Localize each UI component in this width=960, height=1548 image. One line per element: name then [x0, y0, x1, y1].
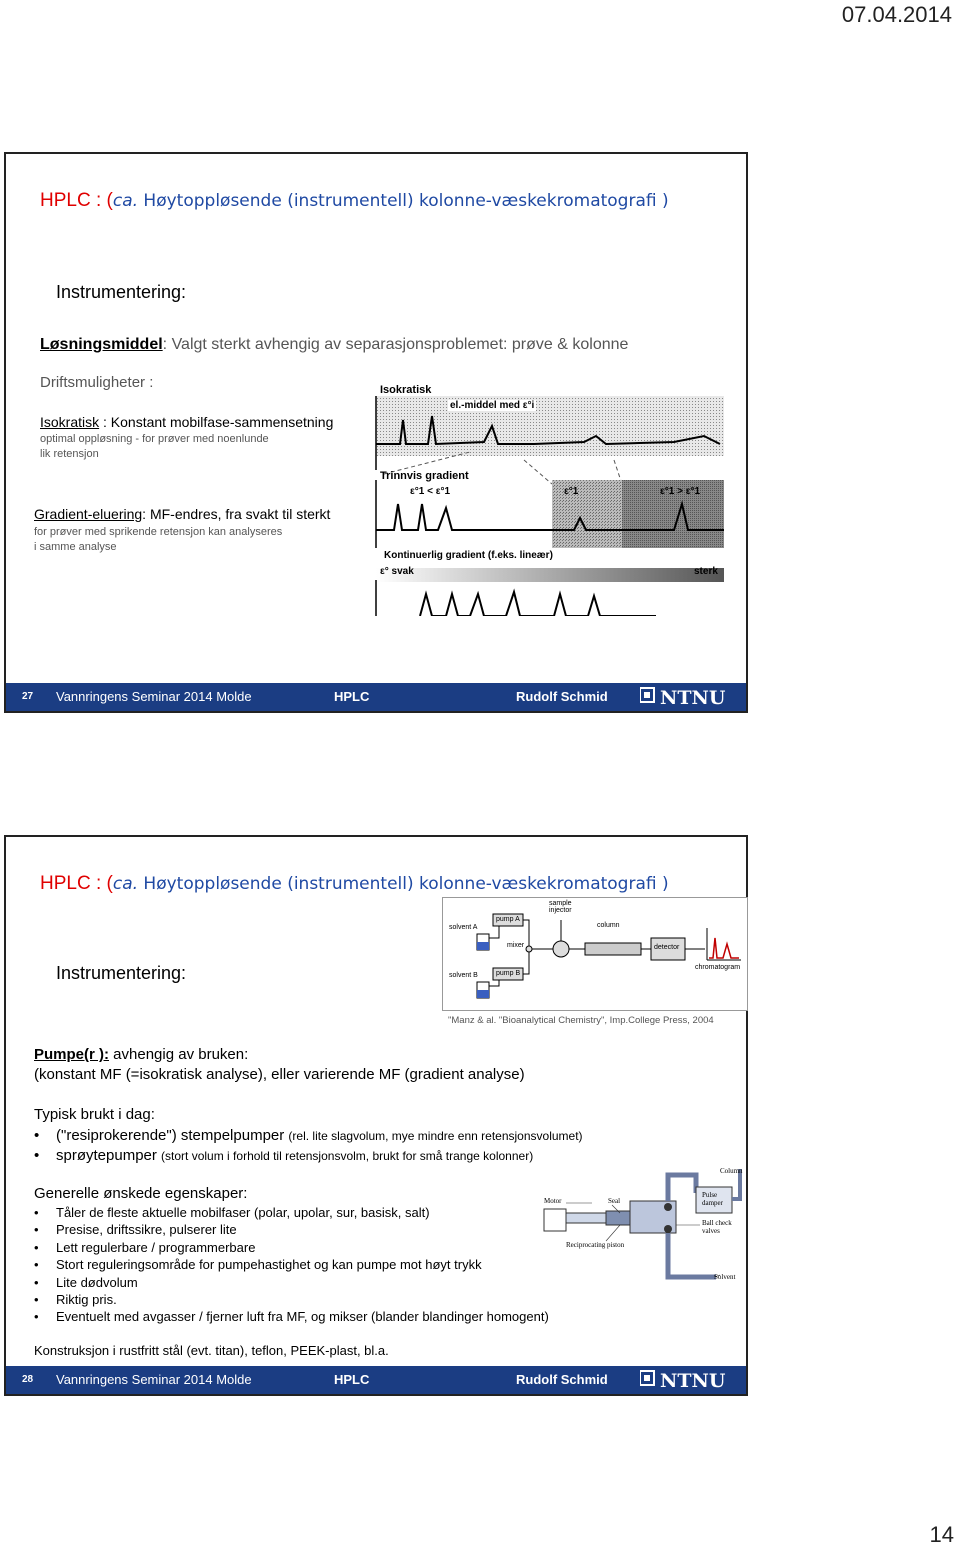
construction-note: Konstruksjon i rustfritt stål (evt. titan), teflon, PEEK-plast, bl.a.: [34, 1343, 389, 1358]
isocratic-desc: optimal oppløsning - for prøver med noenlunde: [40, 433, 269, 445]
isocratic-desc-2: lik retensjon: [40, 448, 99, 460]
svg-text:NTNU: NTNU: [660, 687, 726, 708]
hplc-schematic: [442, 897, 748, 1011]
column-label: Column: [720, 1167, 743, 1175]
slide-28: [4, 835, 748, 1396]
typical-list: [34, 1126, 583, 1166]
solvent-a-label: solvent A: [449, 924, 478, 931]
gradient-desc: for prøver med sprikende retensjon kan analyseres: [34, 526, 283, 538]
properties-list: [34, 1204, 549, 1326]
step-eps-3: ε°1 > ε°1: [660, 486, 701, 497]
pump-heading: Pumpe(r ): avhengig av bruken:: [34, 1046, 249, 1063]
seal-label: Seal: [608, 1197, 621, 1205]
footer-author: Rudolf Schmid: [516, 1372, 608, 1387]
step-eps-2: ε°1: [564, 486, 579, 497]
piston-label: Reciprocating piston: [566, 1241, 625, 1249]
page-date: 07.04.2014: [841, 2, 952, 27]
footer-seminar: Vannringens Seminar 2014 Molde: [56, 689, 252, 704]
ball-check-valves-label: Ball check valves: [702, 1219, 732, 1235]
list-item: • sprøytepumper (stort volum i forhold til retensjonsvolm, brukt for små trange kolonner): [34, 1146, 583, 1166]
modes-label: Driftsmuligheter :: [40, 374, 154, 391]
footer-topic: HPLC: [334, 689, 370, 704]
slide-title: HPLC : (ca. Høytoppløsende (instrumentell) kolonne-væskekromatografi ): [40, 190, 669, 211]
list-item: • Presise, driftssikre, pulserer lite: [34, 1221, 549, 1238]
section-heading: Instrumentering:: [56, 282, 187, 302]
page-number: 14: [929, 1522, 954, 1547]
column-label: column: [597, 922, 620, 929]
isocratic-label: Isokratisk: [380, 384, 432, 396]
pump-b-label: pump B: [496, 970, 521, 977]
list-item: • Eventuelt med avgasser / fjerner luft fra MF, og mikser (blander blandinger homogent): [34, 1308, 549, 1325]
motor-label: Motor: [544, 1197, 562, 1205]
section-heading: Instrumentering:: [56, 963, 187, 983]
slide-footer: [6, 683, 746, 711]
solvent-b-label: solvent B: [449, 972, 478, 979]
svg-text:NTNU: NTNU: [660, 1370, 726, 1391]
elution-figure: [374, 380, 734, 616]
mixer-label: mixer: [507, 942, 525, 949]
slide-number: 27: [22, 691, 34, 702]
slide-27: [4, 152, 748, 713]
chromatogram-label: chromatogram: [695, 964, 741, 971]
weak-label: ε° svak: [380, 566, 414, 577]
pulse-damper-label: Pulse damper: [702, 1191, 723, 1207]
footer-seminar: Vannringens Seminar 2014 Molde: [56, 1372, 252, 1387]
reciprocating-pump-figure: [536, 1167, 748, 1295]
list-item: • Lett regulerbare / programmerbare: [34, 1239, 549, 1256]
solvent-label: Solvent: [714, 1273, 736, 1281]
eluent-label: el.-middel med ε°i: [450, 400, 535, 411]
strong-label: sterk: [694, 566, 718, 577]
list-item: • Tåler de fleste aktuelle mobilfaser (polar, upolar, sur, basisk, salt): [34, 1204, 549, 1221]
slide-title: HPLC : (ca. Høytoppløsende (instrumentell) kolonne-væskekromatografi ): [40, 873, 669, 894]
list-item: • Riktig pris.: [34, 1291, 549, 1308]
footer-topic: HPLC: [334, 1372, 370, 1387]
ntnu-logo: [640, 686, 728, 713]
step-gradient-label: Trinnvis gradient: [380, 470, 469, 482]
list-item: • ("resiprokerende") stempelpumper (rel. lite slagvolum, mye mindre enn retensjonsvolumet): [34, 1126, 583, 1146]
step-eps-1: ε°1 < ε°1: [410, 486, 451, 497]
gradient-line: Gradient-eluering: MF-endres, fra svakt til sterkt: [34, 506, 331, 522]
slide-number: 28: [22, 1374, 34, 1385]
list-item: • Stort reguleringsområde for pumpehastighet og kan pumpe mot høyt trykk: [34, 1256, 549, 1273]
list-item: • Lite dødvolum: [34, 1274, 549, 1291]
solvent-line: Løsningsmiddel: Valgt sterkt avhengig av separasjonsproblemet: prøve & kolonne: [40, 336, 629, 353]
continuous-gradient-label: Kontinuerlig gradient (f.eks. lineær): [384, 550, 553, 561]
typical-heading: Typisk brukt i dag:: [34, 1106, 155, 1123]
detector-label: detector: [654, 944, 680, 951]
slide-footer: [6, 1366, 746, 1394]
pump-description: (konstant MF (=isokratisk analyse), eller varierende MF (gradient analyse): [34, 1066, 525, 1083]
footer-author: Rudolf Schmid: [516, 689, 608, 704]
properties-heading: Generelle ønskede egenskaper:: [34, 1185, 248, 1202]
isocratic-line: Isokratisk : Konstant mobilfase-sammensetning: [40, 414, 334, 430]
injector-label: sample injector: [549, 900, 572, 914]
gradient-desc-2: i samme analyse: [34, 541, 117, 553]
ntnu-logo: [640, 1369, 728, 1396]
figure-citation: "Manz & al. "Bioanalytical Chemistry", Imp.College Press, 2004: [448, 1015, 714, 1026]
pump-a-label: pump A: [496, 916, 520, 923]
